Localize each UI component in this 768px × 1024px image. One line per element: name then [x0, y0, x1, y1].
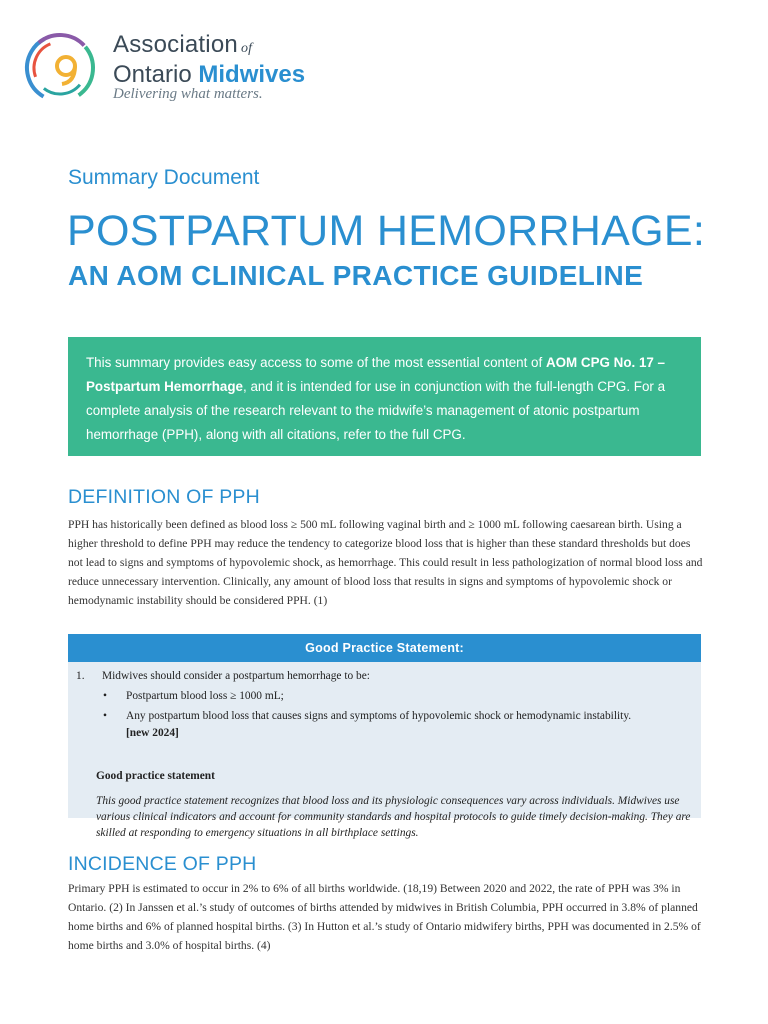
list-item: [102, 708, 692, 742]
document-title: POSTPARTUM HEMORRHAGE:: [67, 207, 706, 255]
document-subtitle: AN AOM CLINICAL PRACTICE GUIDELINE: [68, 260, 644, 291]
org-name-line2b: Midwives: [198, 61, 306, 88]
org-name-line1: Association: [113, 31, 238, 58]
organization-name: [113, 32, 305, 88]
recommendation-text: Midwives should consider a postpartum hemorrhage to be:: [102, 670, 370, 682]
good-practice-panel: [68, 634, 701, 839]
summary-cpg-ref: AOM CPG No. 17 – Postpartum Hemorrhage: [86, 355, 666, 394]
list-item: [102, 688, 692, 705]
org-tagline: Delivering what matters.: [113, 86, 263, 102]
new-tag: [new 2024]: [126, 727, 179, 739]
bullet-dot-icon: •: [103, 710, 107, 722]
org-name-of: of: [240, 41, 253, 56]
good-practice-label: Good practice statement: [96, 770, 215, 782]
good-practice-note: This good practice statement recognizes that blood loss and its physiologic consequences vary across individuals. Midwives use various clinical indicators and account for community standards and hospital protocols to guide timely decision-making. They are skilled at responding to emergency situations in all birthplace settings.: [96, 795, 691, 839]
org-name-line2a: Ontario: [113, 61, 192, 88]
summary-text-2: , and it is intended for use in conjunction with the full-length CPG. For a complete analysis of the research relevant to the midwife’s management of atonic postpartum hemorrhage (PPH), along with all citations, refer to the full CPG.: [86, 379, 666, 442]
bullet-text: Any postpartum blood loss that causes signs and symptoms of hypovolemic shock or hemodynamic instability.: [126, 710, 632, 722]
bullet-text: Postpartum blood loss ≥ 1000 mL;: [126, 690, 284, 702]
section-heading-definition: DEFINITION OF PPH: [68, 486, 260, 508]
recommendation-bullets: [102, 688, 692, 745]
document-kind: Summary Document: [68, 166, 260, 189]
section-heading-incidence: INCIDENCE OF PPH: [68, 853, 257, 875]
summary-callout: [68, 337, 701, 456]
definition-paragraph: PPH has historically been defined as blood loss ≥ 500 mL following vaginal birth and ≥ 1000 mL following caesarean birth. Using a higher threshold to define PPH may reduce the tendency to categorize blood loss that is higher than these standard thresholds but does not lead to signs and symptoms of hypovolemic shock, as hemorrhage. This could result in less pathologization of normal blood loss and reduce unnecessary intervention. Clinically, any amount of blood loss that results in signs and symptoms of hypovolemic shock or hemodynamic instability should be considered PPH. (1): [68, 518, 703, 607]
bullet-dot-icon: •: [103, 690, 107, 702]
aom-circle-logo-icon: [22, 26, 104, 108]
organization-header: [22, 26, 422, 110]
summary-text-1: This summary provides easy access to some of the most essential content of: [86, 355, 546, 370]
good-practice-header: Good Practice Statement:: [68, 634, 701, 662]
recommendation-number: 1.: [76, 670, 85, 682]
incidence-paragraph: Primary PPH is estimated to occur in 2% to 6% of all births worldwide. (18,19) Between 2020 and 2022, the rate of PPH was 3% in Ontario. (2) In Janssen et al.’s study of outcomes of births attended by midwives in British Columbia, PPH occurred in 3.8% of planned home births and 6% of planned hospital births. (3) In Hutton et al.’s study of Ontario midwifery births, PPH was documented in 2.5% of home births and 3.0% of hospital births. (4): [68, 882, 701, 952]
